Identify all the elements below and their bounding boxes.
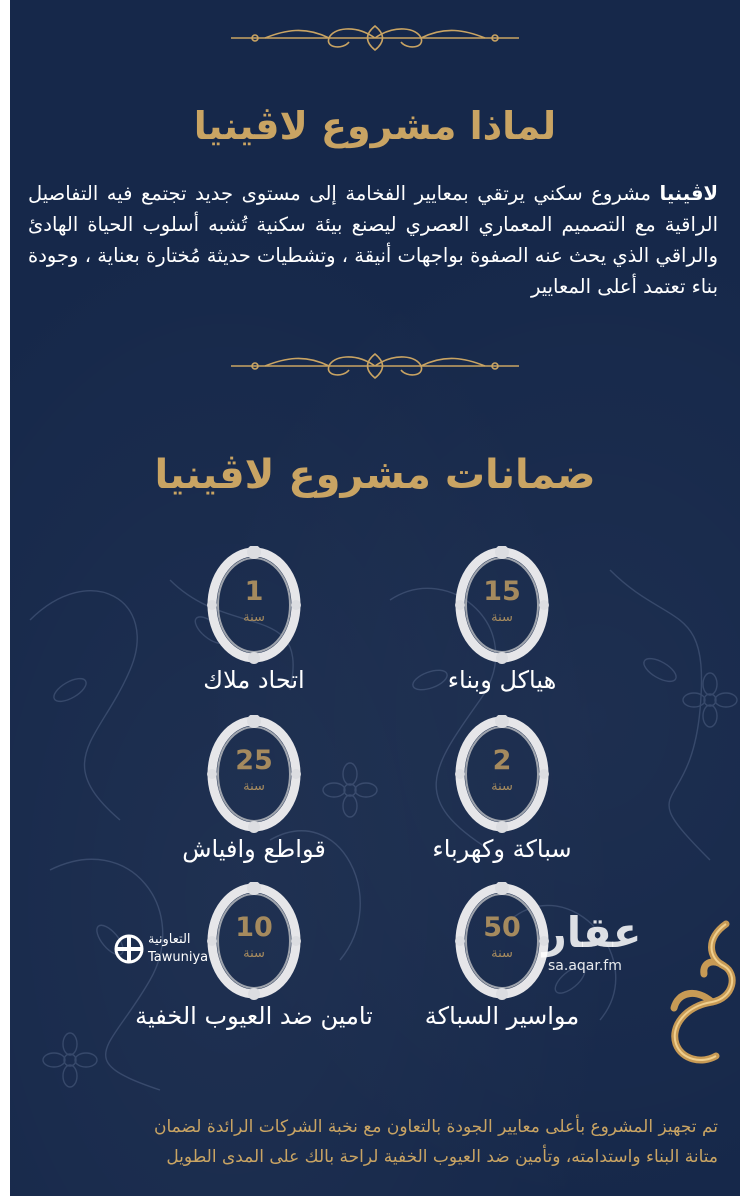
guarantee-owners-association xyxy=(144,546,364,696)
guarantee-years: 50 xyxy=(483,912,521,943)
guarantee-structure xyxy=(392,546,612,696)
aqar-watermark xyxy=(542,908,662,978)
guarantee-years: 25 xyxy=(235,745,273,776)
guarantee-label: اتحاد ملاك xyxy=(203,666,305,694)
tawuniya-name-en: Tawuniya xyxy=(148,950,209,965)
oval-frame-icon xyxy=(206,546,302,664)
watermark-url: sa.aqar.fm xyxy=(548,958,622,974)
guarantee-years: 15 xyxy=(483,576,521,607)
guarantee-label: سباكة وكهرباء xyxy=(432,835,572,863)
brand-name: لاڤينيا xyxy=(659,182,718,205)
ornament-divider-icon xyxy=(225,348,525,384)
footer-text xyxy=(28,1112,718,1172)
guarantee-label: هياكل وبناء xyxy=(447,666,557,694)
guarantee-unit: سنة xyxy=(491,946,513,961)
guarantee-years: 1 xyxy=(244,576,264,607)
ornament-divider-icon xyxy=(225,20,525,56)
oval-frame-icon xyxy=(454,715,550,833)
page-title: لماذا مشروع لاڤينيا xyxy=(193,104,557,148)
guarantee-unit: سنة xyxy=(243,610,265,625)
oval-frame-icon xyxy=(454,882,550,1000)
tawuniya-logo xyxy=(110,932,220,968)
tawuniya-name-ar: التعاونية xyxy=(148,932,191,947)
oval-frame-icon xyxy=(206,882,302,1000)
guarantee-unit: سنة xyxy=(491,610,513,625)
guarantee-label: مواسير السباكة xyxy=(424,1002,580,1030)
guarantee-label: تامين ضد العيوب الخفية xyxy=(135,1002,373,1030)
guarantee-unit: سنة xyxy=(491,779,513,794)
guarantee-plumbing-electric xyxy=(392,715,612,865)
poster xyxy=(10,0,740,1196)
guarantee-unit: سنة xyxy=(243,946,265,961)
oval-frame-icon xyxy=(454,546,550,664)
footer-line: تم تجهيز المشروع بأعلى معايير الجودة بالتعاون مع نخبة الشركات الرائدة لضمان xyxy=(154,1117,718,1137)
guarantee-label: قواطع وافياش xyxy=(182,835,326,863)
intro-paragraph xyxy=(28,178,718,302)
watermark-name: عقار xyxy=(542,908,642,957)
oval-frame-icon xyxy=(206,715,302,833)
guarantee-unit: سنة xyxy=(243,779,265,794)
tawuniya-logo-icon xyxy=(114,934,144,964)
guarantee-years: 10 xyxy=(235,912,273,943)
guarantee-switches-sockets xyxy=(144,715,364,865)
guarantees-title: ضمانات مشروع لاڤينيا xyxy=(154,452,596,498)
gold-scroll-icon xyxy=(646,918,740,1068)
intro-text: مشروع سكني يرتقي بمعايير الفخامة إلى مستوى جديد تجتمع فيه التفاصيل الراقية مع التصميم المعماري العصري ليصنع بيئة سكنية تُشبه أسلوب الحياة الهادئ والراقي الذي يحث عنه الصفوة بواجهات أنيقة ، وتشطيات حديثة مُختارة بعناية ، وجودة بناء تعتمد أعلى المعايير xyxy=(28,182,718,298)
guarantee-years: 2 xyxy=(492,745,512,776)
footer-line: متانة البناء واستدامته، وتأمين ضد العيوب الخفية لراحة بالك على المدى الطويل xyxy=(166,1147,718,1167)
